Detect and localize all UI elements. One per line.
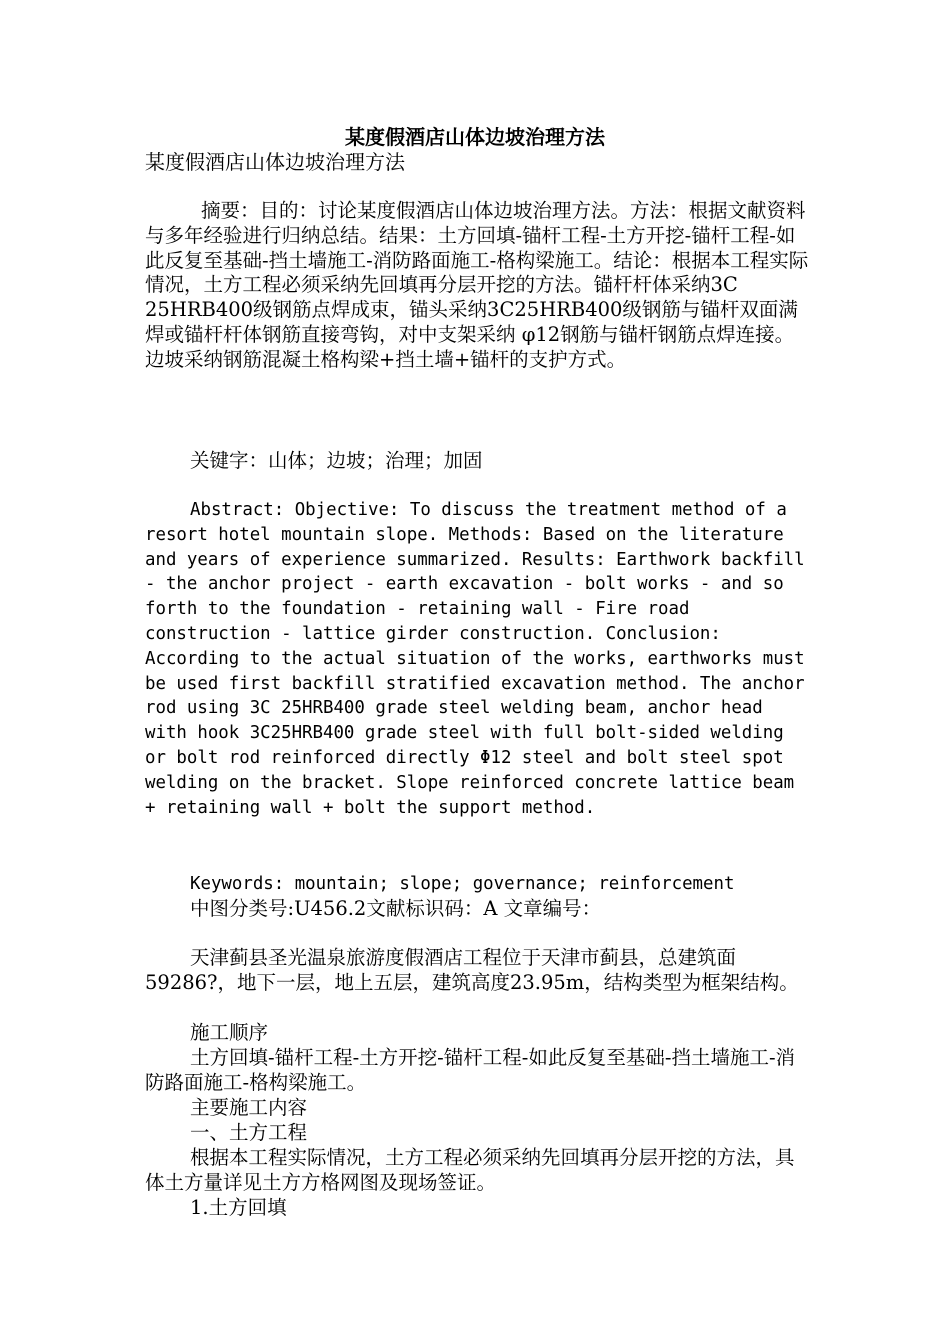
- paragraph-construction-sequence: 土方回填-锚杆工程-土方开挖-锚杆工程-如此反复至基础-挡土墙施工-消防路面施工-格构梁施工。: [145, 1046, 796, 1094]
- abstract-english: Abstract: Objective: To discuss the treatment method of a resort hotel mountain slope. Methods: Based on the literature and years of experience summarized. Results: Earthwork backfill - the anchor project - earth excavation - bolt works - and so forth to the foundation - retaining wall - Fire road construction - lattice girder construction. Conclusion: According to the actual situation of the works, earthworks must be used first backfill stratified excavation method. The anchor rod using 3C 25HRB400 grade steel welding beam, anchor head with hook 3C25HRB400 grade steel with full bolt-sided welding or bolt rod reinforced directly Φ12 steel and bolt steel spot welding on the bracket. Slope reinforced concrete lattice beam + retaining wall + bolt the support method.: [145, 500, 816, 818]
- document-subtitle: 某度假酒店山体边坡治理方法: [145, 150, 405, 174]
- keywords-chinese: 关键字：山体；边坡；治理；加固: [190, 449, 483, 472]
- heading-main-content: 主要施工内容: [190, 1096, 308, 1119]
- keywords-english: Keywords: mountain; slope; governance; reinforcement: [190, 874, 735, 894]
- heading-earthwork: 一、土方工程: [190, 1121, 308, 1144]
- paragraph-earthwork: 根据本工程实际情况，土方工程必须采纳先回填再分层开挖的方法，具体土方量详见土方方格网图及现场签证。: [145, 1146, 795, 1194]
- abstract-chinese: 摘要：目的：讨论某度假酒店山体边坡治理方法。方法：根据文献资料与多年经验进行归纳总结。结果：土方回填-锚杆工程-土方开挖-锚杆工程-如此反复至基础-挡土墙施工-消防路面施工-格构梁施工。结论：根据本工程实际情况，土方工程必须采纳先回填再分层开挖的方法。锚杆杆体采纳3C 25HRB400级钢筋点焊成束，锚头采纳3C25HRB400级钢筋与锚杆双面满焊或锚杆杆体钢筋直接弯钩，对中支架采纳 φ12钢筋与锚杆钢筋点焊连接。边坡采纳钢筋混凝土格构梁+挡土墙+锚杆的支护方式。: [145, 199, 809, 371]
- heading-construction-sequence: 施工顺序: [190, 1021, 269, 1044]
- paragraph-overview: 天津蓟县圣光温泉旅游度假酒店工程位于天津市蓟县，总建筑面59286?，地下一层，地上五层，建筑高度23.95m，结构类型为框架结构。: [145, 946, 799, 994]
- document-title: 某度假酒店山体边坡治理方法: [345, 125, 605, 149]
- classification-line: 中图分类号:U456.2文献标识码：A 文章编号：: [190, 897, 602, 920]
- heading-backfill: 1.土方回填: [190, 1196, 287, 1219]
